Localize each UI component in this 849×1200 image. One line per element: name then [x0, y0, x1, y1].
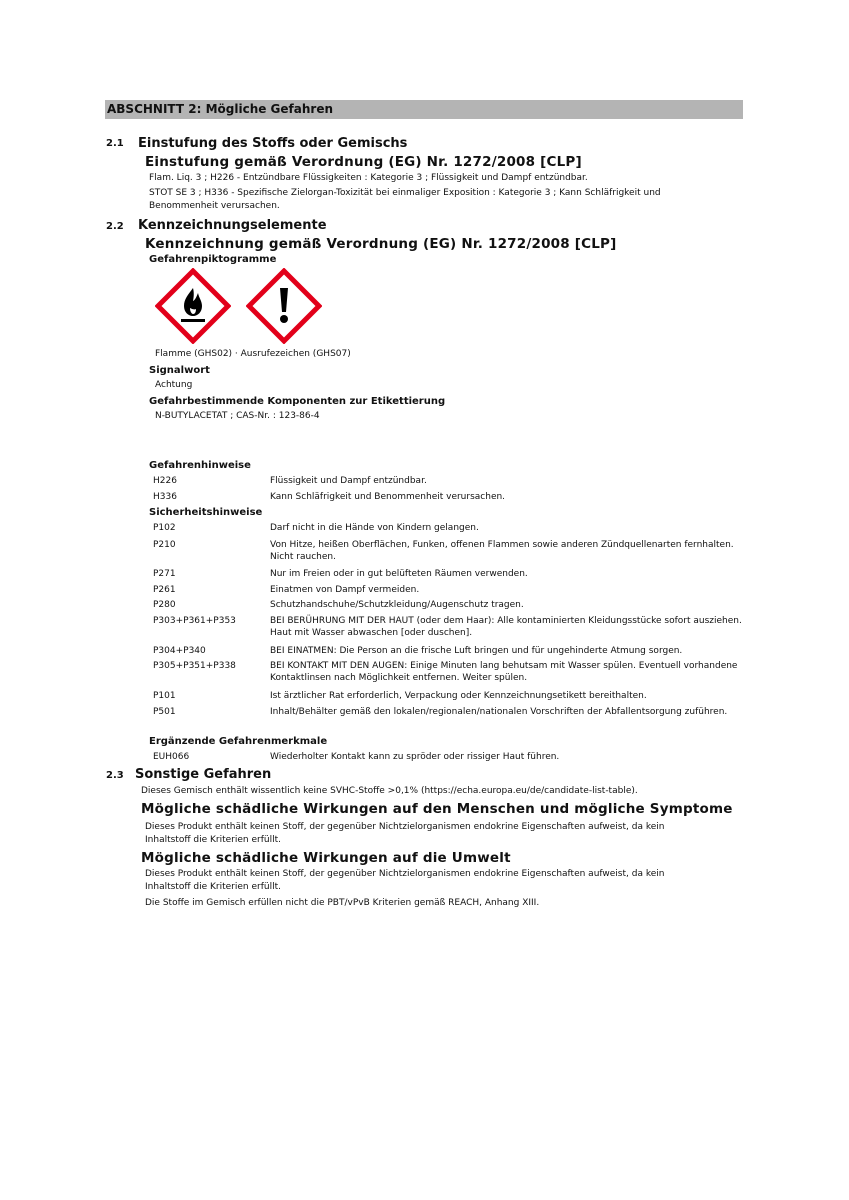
- components-label: Gefahrbestimmende Komponenten zur Etikettierung: [149, 396, 446, 407]
- components-value: N-BUTYLACETAT ; CAS-Nr. : 123-86-4: [155, 411, 320, 421]
- statement-code: P210: [153, 540, 176, 550]
- statement-code: P305+P351+P338: [153, 661, 236, 671]
- statement-code: P501: [153, 707, 176, 717]
- environment-effects-line-3: Die Stoffe im Gemisch erfüllen nicht die PBT/vPvB Kriterien gemäß REACH, Anhang XIII.: [145, 898, 540, 908]
- subsection-title-2-3: Sonstige Gefahren: [135, 767, 272, 782]
- signal-word-label: Signalwort: [149, 365, 210, 376]
- statement-text: Flüssigkeit und Dampf entzündbar.: [270, 476, 427, 486]
- precautionary-statements-label: Sicherheitshinweise: [149, 507, 263, 518]
- statement-code: P280: [153, 600, 176, 610]
- subsection-title-2-2: Kennzeichnungselemente: [138, 218, 327, 233]
- statement-code: P271: [153, 569, 176, 579]
- statement-code: EUH066: [153, 752, 190, 762]
- pictograms-label: Gefahrenpiktogramme: [149, 254, 277, 265]
- statement-code: H336: [153, 492, 177, 502]
- supplemental-hazard-label: Ergänzende Gefahrenmerkmale: [149, 736, 328, 747]
- clp-labelling-heading: Kennzeichnung gemäß Verordnung (EG) Nr. 1272/2008 [CLP]: [145, 236, 617, 252]
- statement-text: Von Hitze, heißen Oberflächen, Funken, offenen Flammen sowie anderen Zündquellenarten fernhalten. Nicht rauchen.: [270, 540, 734, 562]
- classification-line-3: Benommenheit verursachen.: [149, 201, 280, 211]
- subsection-number-2-2: 2.2: [106, 221, 124, 232]
- statement-code: P304+P340: [153, 646, 206, 656]
- classification-line-1: Flam. Liq. 3 ; H226 - Entzündbare Flüssigkeiten : Kategorie 3 ; Flüssigkeit und Dampf entzündbar.: [149, 173, 588, 183]
- statement-text: Nur im Freien oder in gut belüfteten Räumen verwenden.: [270, 569, 528, 579]
- classification-line-2: STOT SE 3 ; H336 - Spezifische Zielorgan-Toxizität bei einmaliger Exposition : Kategorie 3 ; Kann Schläfrigkeit und: [149, 188, 661, 198]
- statement-text: Einatmen von Dampf vermeiden.: [270, 585, 420, 595]
- statement-text: Ist ärztlicher Rat erforderlich, Verpackung oder Kennzeichnungsetikett bereithalten.: [270, 691, 647, 701]
- environment-effects-line-2: Inhaltstoff die Kriterien erfüllt.: [145, 882, 281, 892]
- subsection-title-2-1: Einstufung des Stoffs oder Gemischs: [138, 136, 408, 151]
- flame-pictogram-icon: [155, 268, 231, 344]
- exclamation-pictogram-icon: [246, 268, 322, 344]
- environment-effects-heading: Mögliche schädliche Wirkungen auf die Umwelt: [141, 850, 511, 866]
- section-header-bar: [105, 100, 743, 119]
- statement-text: BEI EINATMEN: Die Person an die frische Luft bringen und für ungehinderte Atmung sorgen.: [270, 646, 683, 656]
- subsection-number-2-1: 2.1: [106, 138, 124, 149]
- svhc-statement: Dieses Gemisch enthält wissentlich keine SVHC-Stoffe >0,1% (https://echa.europa.eu/de/candidate-list-table).: [141, 786, 638, 796]
- pictogram-caption: Flamme (GHS02) · Ausrufezeichen (GHS07): [155, 349, 351, 359]
- signal-word-value: Achtung: [155, 380, 193, 390]
- environment-effects-line-1: Dieses Produkt enthält keinen Stoff, der gegenüber Nichtzielorganismen endokrine Eigenschaften aufweist, da kein: [145, 869, 665, 879]
- statement-code: P102: [153, 523, 176, 533]
- statement-text: BEI BERÜHRUNG MIT DER HAUT (oder dem Haar): Alle kontaminierten Kleidungsstücke sofort ausziehen. Haut mit Wasser abwaschen [oder duschen].: [270, 616, 742, 638]
- statement-text: Inhalt/Behälter gemäß den lokalen/regionalen/nationalen Vorschriften der Abfallentsorgung zuführen.: [270, 707, 728, 717]
- human-effects-heading: Mögliche schädliche Wirkungen auf den Menschen und mögliche Symptome: [141, 801, 733, 817]
- statement-text: Darf nicht in die Hände von Kindern gelangen.: [270, 523, 479, 533]
- clp-classification-heading: Einstufung gemäß Verordnung (EG) Nr. 1272/2008 [CLP]: [145, 154, 582, 170]
- statement-code: P101: [153, 691, 176, 701]
- statement-code: P261: [153, 585, 176, 595]
- statement-text: BEI KONTAKT MIT DEN AUGEN: Einige Minuten lang behutsam mit Wasser spülen. Eventuell vorhandene Kontaktlinsen nach Möglichkeit entfernen. Weiter spülen.: [270, 661, 738, 683]
- subsection-number-2-3: 2.3: [106, 770, 124, 781]
- statement-text: Kann Schläfrigkeit und Benommenheit verursachen.: [270, 492, 506, 502]
- human-effects-line-2: Inhaltstoff die Kriterien erfüllt.: [145, 835, 281, 845]
- section-title: ABSCHNITT 2: Mögliche Gefahren: [107, 102, 334, 116]
- hazard-statements-label: Gefahrenhinweise: [149, 460, 251, 471]
- statement-text: Wiederholter Kontakt kann zu spröder oder rissiger Haut führen.: [270, 752, 560, 762]
- statement-text: Schutzhandschuhe/Schutzkleidung/Augenschutz tragen.: [270, 600, 524, 610]
- human-effects-line-1: Dieses Produkt enthält keinen Stoff, der gegenüber Nichtzielorganismen endokrine Eigenschaften aufweist, da kein: [145, 822, 665, 832]
- statement-code: P303+P361+P353: [153, 616, 236, 626]
- statement-code: H226: [153, 476, 177, 486]
